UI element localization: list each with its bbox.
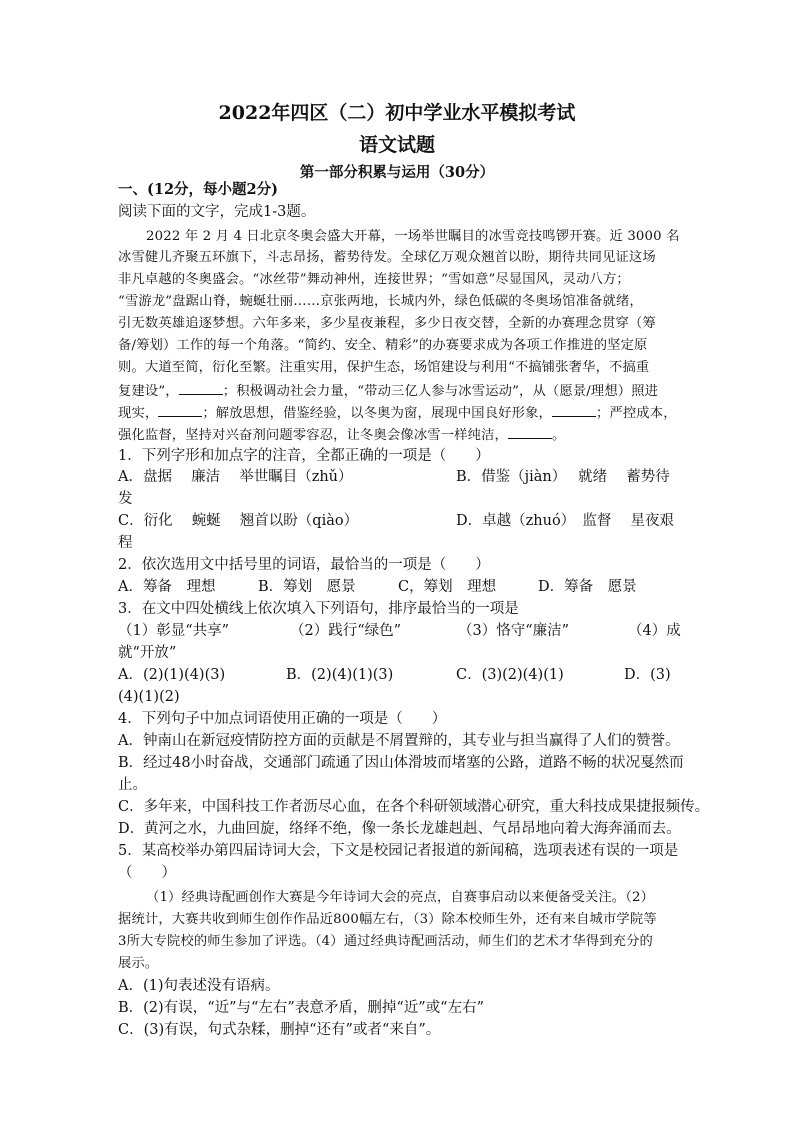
passage-text: ；严控成本， — [595, 406, 677, 421]
q3-item-3: （3）恪守“廉洁” — [458, 623, 570, 639]
q3-option-c[interactable]: C．(3)(2)(4)(1) — [456, 667, 564, 683]
q3-item-4-continued: 就“开放” — [118, 645, 177, 661]
passage-text: 复建设”， — [118, 384, 179, 399]
passage-text: 。 — [551, 428, 566, 443]
q3-option-d[interactable]: D．(3) — [624, 667, 671, 683]
q2-option-c[interactable]: C，筹划 理想 — [398, 579, 497, 595]
exam-title: 2022年四区（二）初中学业水平模拟考试 — [218, 102, 576, 124]
fill-blank-1 — [179, 381, 223, 395]
passage-text: 强化监督，坚持对兴奋剂问题零容忍，让冬奥会像冰雪一样纯洁， — [118, 428, 508, 443]
question-1-stem: 1．下列字形和加点字的注音，全都正确的一项是（ ） — [118, 448, 490, 464]
fill-blank-4 — [508, 425, 552, 439]
q5-option-b[interactable]: B．(2)有误，“近”与“左右”表意矛盾，删掉“近”或“左右” — [118, 1000, 484, 1016]
q5-option-a[interactable]: A．(1)句表述没有语病。 — [118, 978, 280, 994]
q5-passage-line: 3所大专院校的师生参加了评选。（4）通过经典诗配画活动，师生们的艺术才华得到充分的 — [118, 934, 653, 949]
q3-option-a[interactable]: A．(2)(1)(4)(3) — [118, 667, 226, 683]
q1-option-d[interactable]: D．卓越（zhuó） 监督 星夜艰 — [456, 513, 675, 529]
question-2-stem: 2．依次选用文中括号里的词语，最恰当的一项是（ ） — [118, 557, 490, 573]
question-5-paren: （ ） — [118, 865, 176, 881]
passage-line: 引无数英雄追逐梦想。六年多来，多少星夜兼程，多少日夜交替，全新的办赛理念贯穿（筹 — [118, 316, 656, 331]
q5-passage-line: 据统计，大赛共收到师生创作作品近800幅左右，（3）除本校师生外，还有来自城市学院等 — [118, 912, 657, 927]
q3-item-4: （4）成 — [628, 623, 681, 639]
passage-line — [118, 425, 565, 445]
fill-blank-3 — [552, 403, 596, 417]
passage-line: 非凡卓越的冬奥盛会。“冰丝带”舞动神州，连接世界；“雪如意”尽显国风，灵动八方； — [118, 272, 630, 287]
q5-option-c[interactable]: C．(3)有误，句式杂糅，删掉“还有”或者“来自”。 — [118, 1022, 441, 1038]
q3-item-1: （1）彰显“共享” — [118, 623, 230, 639]
fill-blank-2 — [158, 403, 202, 417]
passage-text: ；解放思想，借鉴经验，以冬奥为窗，展现中国良好形象， — [202, 406, 552, 421]
q3-option-d-continued: (4)(1)(2) — [118, 689, 180, 705]
passage-line: 则。大道至简，衍化至繁。注重实用，保护生态，场馆建设与利用“不搞铺张奢华，不搞重 — [118, 360, 650, 375]
q4-option-b[interactable]: B．经过48小时奋战，交通部门疏通了因山体滑坡而堵塞的公路，道路不畅的状况戛然而 — [118, 755, 684, 771]
passage-line: “雪游龙”盘踞山脊，蜿蜒壮丽……京张两地，长城内外，绿色低碳的冬奥场馆准备就绪， — [118, 294, 643, 309]
passage-line — [118, 381, 658, 401]
q4-option-b-continued: 止。 — [118, 777, 147, 793]
passage-line: 备/筹划）工作的每一个角落。“简约、安全、精彩”的办赛要求成为各项工作推进的坚定原 — [118, 338, 648, 353]
q1-option-d-continued: 程 — [118, 535, 133, 551]
q1-option-a[interactable]: A．盘据 廉洁 举世瞩目（zhǔ） — [118, 469, 353, 485]
q3-option-b[interactable]: B．(2)(4)(1)(3) — [286, 667, 394, 683]
q2-option-b[interactable]: B．筹划 愿景 — [258, 579, 356, 595]
passage-line: 冰雪健儿齐聚五环旗下，斗志昂扬，蓄势待发。全球亿万观众翘首以盼，期待共同见证这场 — [118, 250, 656, 265]
q1-option-c[interactable]: C．衍化 蜿蜒 翘首以盼（qiào） — [118, 513, 359, 529]
q1-option-b[interactable]: B．借鉴（jiàn） 就绪 蓄势待 — [456, 469, 670, 485]
q2-option-d[interactable]: D．筹备 愿景 — [538, 579, 637, 595]
section-heading: 一、(12分，每小题2分) — [118, 181, 278, 198]
q3-item-2: （2）践行“绿色” — [290, 623, 402, 639]
q5-passage-line: （1）经典诗配画创作大赛是今年诗词大会的亮点，自赛事启动以来便备受关注。（2） — [146, 890, 655, 905]
passage-line — [118, 403, 677, 423]
part-heading: 第一部分积累与运用（30分） — [299, 164, 495, 181]
q4-option-a[interactable]: A．钟南山在新冠疫情防控方面的贡献是不屑置辩的，其专业与担当赢得了人们的赞誉。 — [118, 733, 680, 749]
section-instruction: 阅读下面的文字，完成1-3题。 — [118, 204, 316, 220]
question-3-stem: 3．在文中四处横线上依次填入下列语句，排序最恰当的一项是 — [118, 601, 519, 617]
q2-option-a[interactable]: A．筹备 理想 — [118, 579, 216, 595]
passage-text: 现实， — [118, 406, 159, 421]
question-5-stem: 5．某高校举办第四届诗词大会，下文是校园记者报道的新闻稿，选项表述有误的一项是 — [118, 843, 679, 859]
exam-subtitle: 语文试题 — [358, 134, 435, 156]
q4-option-c[interactable]: C．多年来，中国科技工作者沥尽心血，在各个科研领域潜心研究，重大科技成果捷报频传。 — [118, 799, 710, 815]
q4-option-d[interactable]: D．黄河之水，九曲回旋，络绎不绝，像一条长龙雄赳赳、气昂昂地向着大海奔涌而去。 — [118, 821, 681, 837]
question-4-stem: 4．下列句子中加点词语使用正确的一项是（ ） — [118, 711, 447, 727]
passage-line: 2022 年 2 月 4 日北京冬奥会盛大开幕，一场举世瞩目的冰雪竞技鸣锣开赛。近 3000 名 — [146, 229, 680, 244]
q5-passage-line: 展示。 — [118, 956, 159, 971]
q1-option-b-continued: 发 — [118, 491, 133, 507]
passage-text: ；积极调动社会力量，“带动三亿人参与冰雪运动”，从（愿景/理想）照进 — [222, 384, 659, 399]
